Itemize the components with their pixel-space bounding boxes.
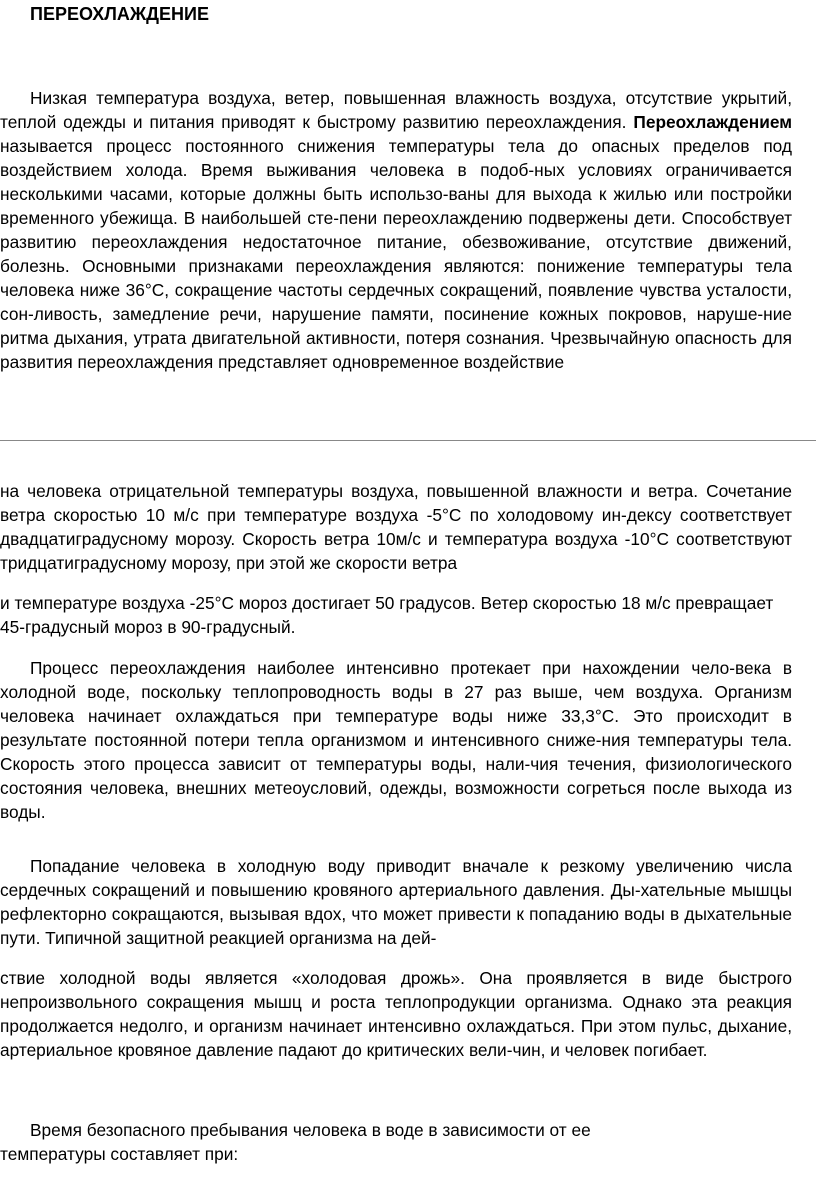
paragraph-text: Низкая температура воздуха, ветер, повышенная влажность воздуха, отсутствие укрытий, теплой одежды и питания приводят к быстрому развитию переохлаждения. bbox=[0, 88, 792, 132]
paragraph-safe-time: Время безопасного пребывания человека в воде в зависимости от ее температуры составляет при: bbox=[0, 1120, 591, 1164]
paragraph-text: называется процесс постоянного снижения температуры тела до опасных пределов под воздействием холода. Время выживания человека в подоб-ных условиях ограничивается несколькими часами, которые должны быть использо-ваны для выхода к жилью или постройки временного убежища. В наибольшей сте-пени переохлаждению подвержены дети. Способствует развитию переохлаждения недостаточное питание, обезвоживание, отсутствие движений, болезнь. Основными признаками переохлаждения являются: понижение температуры тела человека ниже 36°С, сокращение частоты сердечных сокращений, появление чувства усталости, сон-ливость, замедление речи, нарушение памяти, посинение кожных покровов, наруше-ние ритма дыхания, утрата двигательной активности, потеря сознания. Чрезвычайную опасность для развития переохлаждения представляет одновременное воздействие bbox=[0, 136, 792, 372]
paragraph-cold-shiver: ствие холодной воды является «холодовая дрожь». Она проявляется в виде быстрого непроизвольного сокращения мышц и роста теплопродукции организма. Однако эта реакция продолжается недолго, и организм начинает интенсивно охлаждаться. При этом пульс, дыхание, артериальное кровяное давление падают до критических вели-чин, и человек погибает. bbox=[0, 968, 792, 1060]
paragraph-wind-frost: и температуре воздуха -25°С мороз достигает 50 градусов. Ветер скоростью 18 м/с превращает 45-градусный мороз в 90-градусный. bbox=[0, 593, 774, 637]
paragraph-cold-water: Процесс переохлаждения наиболее интенсивно протекает при нахождении чело-века в холодной воде, поскольку теплопроводность воды в 27 раз выше, чем воздуха. Организм человека начинает охлаждаться при температуре воды ниже 33,3°С. Это происходит в результате постоянной потери тепла организмом и интенсивного сниже-ния температуры тела. Скорость этого процесса зависит от температуры воды, нали-чия течения, физиологического состояния человека, внешних метеоусловий, одежды, возможности согреться после выхода из воды. bbox=[0, 658, 792, 822]
page-title: ПЕРЕОХЛАЖДЕНИЕ bbox=[30, 4, 209, 24]
bold-term: Переохлаждением bbox=[633, 112, 792, 132]
paragraph-hypothermia-intro bbox=[0, 86, 792, 374]
page-divider bbox=[0, 440, 816, 441]
paragraph-water-reaction: Попадание человека в холодную воду приводит вначале к резкому увеличению числа сердечных сокращений и повышению кровяного артериального давления. Ды-хательные мышцы рефлекторно сокращаются, вызывая вдох, что может привести к попаданию воды в дыхательные пути. Типичной защитной реакцией организма на дей- bbox=[0, 856, 792, 948]
paragraph-wind-chill: на человека отрицательной температуры воздуха, повышенной влажности и ветра. Сочетание ветра скоростью 10 м/с при температуре воздуха -5°С по холодовому ин-дексу соответствует двадцатиградусному морозу. Скорость ветра 10м/с и температура воздуха -10°С соответствуют тридцатиградусному морозу, при этой же скорости ветра bbox=[0, 481, 792, 573]
